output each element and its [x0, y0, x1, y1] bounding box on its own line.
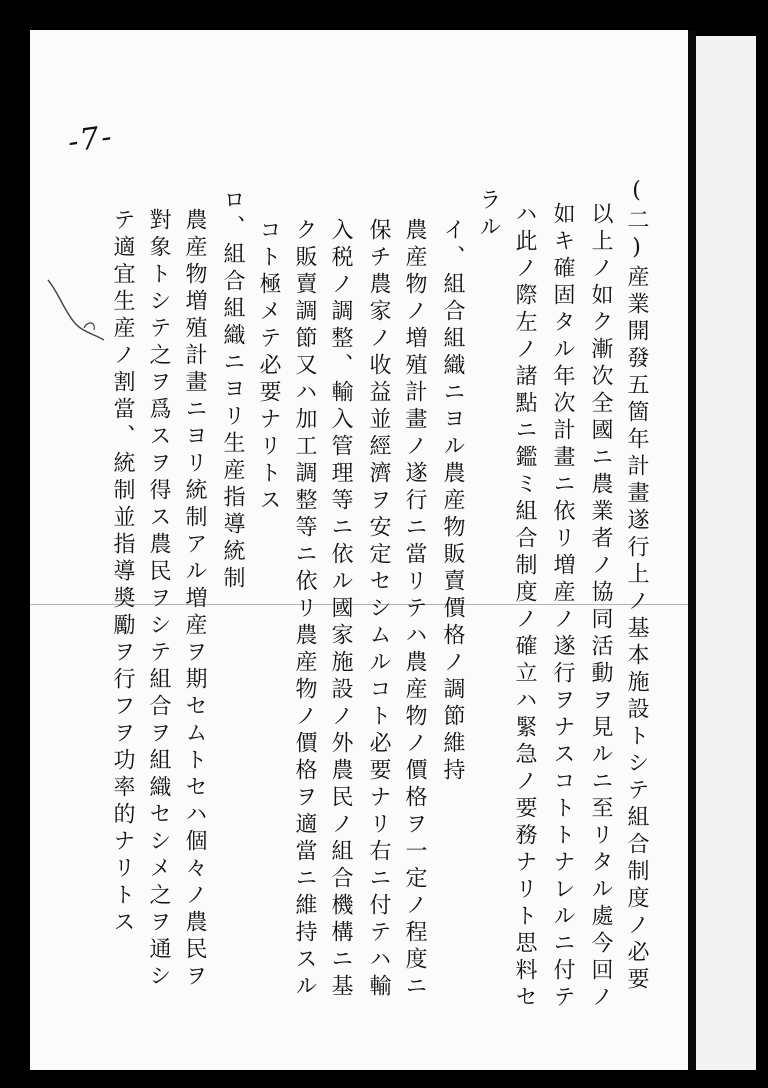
adjacent-page-edge	[696, 36, 756, 1070]
text-column: 如キ確固タル年次計畫ニ依リ増産ノ遂行ヲナスコトトナレルニ付テ	[550, 202, 575, 1012]
text-column: 保チ農家ノ收益並經濟ヲ安定セシムルコト必要ナリ右ニ付テハ輸	[366, 218, 391, 1001]
document-page	[30, 30, 688, 1070]
binding-shadow	[688, 30, 696, 1070]
text-column: 對象トシテ之ヲ爲スヲ得ス農民ヲシテ組合ヲ組織セシメ之ヲ通シ	[146, 208, 171, 991]
section-heading: イ、組合組織ニヨル農産物販賣價格ノ調節維持	[440, 218, 465, 785]
text-column: コト極メテ必要ナリトス	[256, 218, 281, 515]
text-column: テ適宜生産ノ割當、統制並指導奬勵ヲ行フヲ功率的ナリトス	[110, 208, 135, 937]
page-number: -7-	[65, 119, 116, 160]
text-column: ク販賣調節又ハ加工調整等ニ依リ農産物ノ價格ヲ適當ニ維持スル	[292, 218, 317, 1001]
section-heading: ロ、組合組織ニヨリ生産指導統制	[220, 188, 245, 593]
text-column: ハ此ノ際左ノ諸點ニ鑑ミ組合制度ノ確立ハ緊急ノ要務ナリト思料セ	[512, 202, 537, 1012]
text-column: ラル	[476, 188, 501, 242]
text-column: 入税ノ調整、輸入管理等ニ依ル國家施設ノ外農民ノ組合機構ニ基	[328, 218, 353, 1001]
text-column: 農産物増殖計畫ニヨリ統制アル増産ヲ期セムトセハ個々ノ農民ヲ	[182, 208, 207, 991]
text-column: (二)産業開發五箇年計畫遂行上ノ基本施設トシテ組合制度ノ必要	[624, 178, 649, 994]
text-column: 以上ノ如ク漸次全國ニ農業者ノ協同活動ヲ見ルニ至リタル處今回ノ	[588, 202, 613, 1012]
text-column: 農産物ノ増殖計畫ノ遂行ニ當リテハ農産物ノ價格ヲ一定ノ程度ニ	[402, 218, 427, 1001]
